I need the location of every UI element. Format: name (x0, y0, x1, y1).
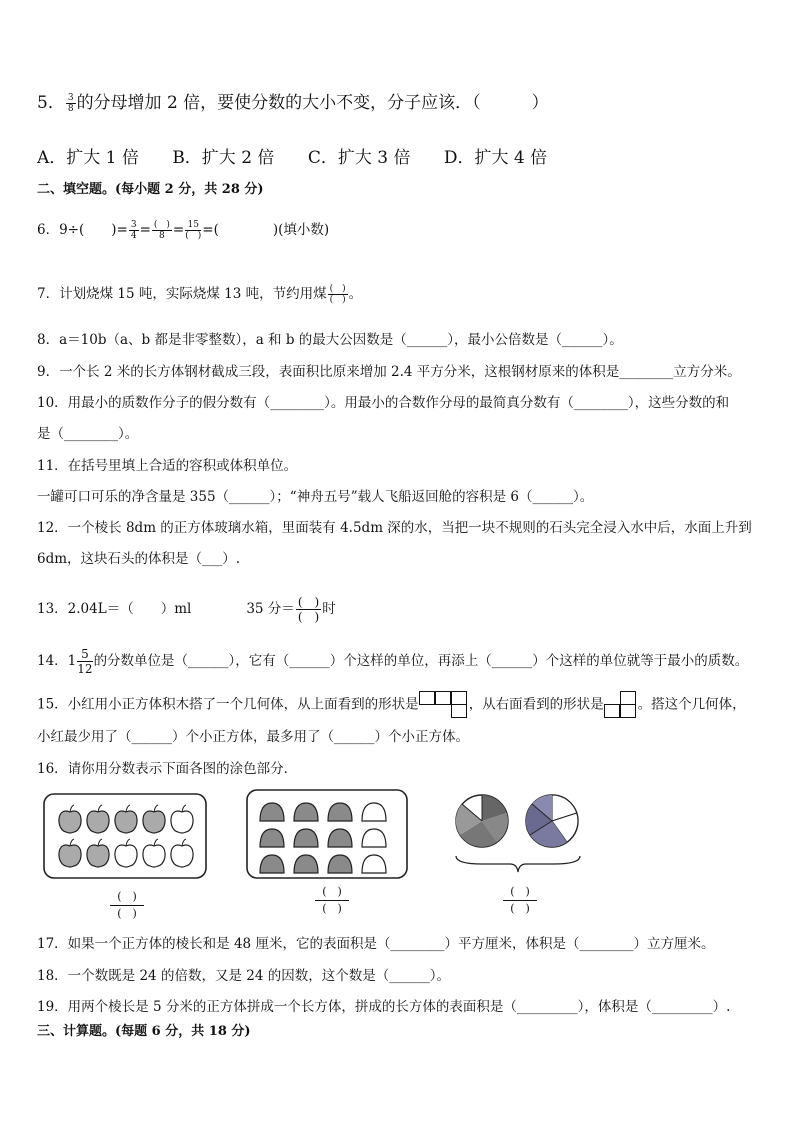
numerator: ( ) (153, 220, 170, 230)
brace (456, 856, 580, 872)
denominator: 12 (77, 662, 93, 676)
denominator: ( ) (329, 295, 346, 305)
denominator: ( ) (297, 610, 320, 624)
hat-icon (328, 829, 352, 847)
denominator: 4 (130, 231, 137, 241)
option-a[interactable]: A．扩大 1 倍 (37, 148, 139, 168)
apple-icon (59, 805, 81, 833)
hat-icon (362, 803, 386, 821)
period: 。 (348, 286, 363, 302)
fraction-3 (185, 220, 201, 241)
section-2-heading: 二、填空题。(每小题 2 分，共 28 分) (37, 182, 264, 197)
apple-icon (87, 839, 109, 867)
fraction-1 (129, 220, 139, 241)
hat-icon (260, 803, 284, 821)
apple-icon (59, 839, 81, 867)
question-13 (37, 595, 336, 624)
question-11: 11．在括号里填上合适的容积或体积单位。 (37, 458, 298, 474)
hat-icon (328, 803, 352, 821)
right-view-shape (604, 691, 638, 719)
question-13-part-a: 13．2.04L＝（ ）ml (37, 601, 192, 617)
question-12-line-1: 12．一个棱长 8dm 的正方体玻璃水箱，里面装有 4.5dm 深的水，当把一块不规则的石头完全浸入水中后，水面上升到 (37, 520, 752, 536)
hat-icon (294, 829, 318, 847)
question-8: 8．a＝10b（a、b 都是非零整数），a 和 b 的最大公因数是（______），最小公倍数是（______）。 (37, 332, 623, 348)
question-14-end: 的分数单位是（______），它有（______）个这样的单位，再添上（______）个这样的单位就等于最小的质数。 (93, 653, 749, 669)
numerator: 5 (77, 647, 92, 662)
question-5 (37, 93, 549, 114)
question-10-line-1: 10．用最小的质数作分子的假分数有（________）。用最小的合数作分母的最简真分数有（________），这些分数的和 (37, 395, 730, 411)
numerator: ( ) (329, 284, 346, 294)
numerator: 15 (185, 220, 201, 231)
hat-icon (260, 855, 284, 873)
denominator: 8 (67, 104, 74, 114)
apple-icon (171, 805, 193, 833)
option-c[interactable]: C．扩大 3 倍 (307, 148, 411, 168)
fraction (66, 93, 76, 114)
numerator: ( ) (510, 885, 530, 898)
hat-icon (328, 855, 352, 873)
equals: = (139, 222, 151, 238)
question-14 (37, 647, 748, 676)
hat-icon (362, 829, 386, 847)
circles-picture (452, 790, 584, 876)
section-3-heading: 三、计算题。(每题 6 分，共 18 分) (37, 1024, 251, 1039)
question-15-start: 15．小红用小正方体积木搭了一个几何体，从上面看到的形状是 (37, 696, 419, 713)
hat-icon (294, 855, 318, 873)
denominator: ( ) (510, 902, 530, 915)
fraction-2 (152, 220, 172, 241)
question-18: 18．一个数既是 24 的倍数，又是 24 的因数，这个数是（______）。 (37, 968, 450, 984)
answer-fraction-2[interactable] (312, 884, 352, 917)
hat-icon (260, 829, 284, 847)
apple-icon (87, 805, 109, 833)
numerator: 3 (130, 220, 137, 230)
question-7 (37, 284, 362, 305)
question-text: 的分母增加 2 倍，要使分数的大小不变，分子应该．（ ） (76, 93, 549, 113)
unit-hour: 时 (322, 601, 336, 617)
question-16: 16．请你用分数表示下面各图的涂色部分． (37, 761, 298, 777)
question-14-start: 14．1 (37, 653, 77, 669)
question-15-line-2: 小红最少用了（______）个小正方体，最多用了（______）个小正方体。 (37, 729, 469, 745)
question-15-end: 。搭这个几何体， (637, 696, 746, 713)
question-6 (37, 220, 329, 241)
mixed-fraction (77, 647, 92, 676)
denominator: ( ) (322, 902, 342, 915)
question-15-line-1 (37, 691, 746, 719)
question-6-start: 6．9÷( )= (37, 222, 128, 238)
answer-fraction-1[interactable] (107, 889, 147, 922)
hats-picture (244, 787, 410, 881)
hat-icon (294, 803, 318, 821)
apple-icon (115, 839, 137, 867)
apple-icon (115, 805, 137, 833)
apple-icon (143, 805, 165, 833)
question-15-middle: ，从右面看到的形状是 (468, 696, 604, 713)
fraction-blank (328, 284, 348, 305)
question-6-end: =( )(填小数) (202, 222, 330, 238)
denominator: ( ) (185, 231, 202, 241)
question-19: 19．用两个棱长是 5 分米的正方体拼成一个长方体，拼成的长方体的表面积是（_________），体积是（_________）. (37, 999, 731, 1015)
numerator: 3 (67, 93, 74, 103)
question-5-options (37, 148, 575, 168)
fraction-blank (296, 595, 321, 624)
question-10-line-2: 是（________）。 (37, 426, 139, 442)
top-view-shape (419, 691, 469, 719)
equals: = (172, 222, 185, 238)
numerator: ( ) (297, 595, 320, 609)
numerator: ( ) (322, 885, 342, 898)
answer-fraction-3[interactable] (500, 884, 540, 917)
denominator: 8 (159, 231, 165, 241)
apple-icon (171, 839, 193, 867)
question-17: 17．如果一个正方体的棱长和是 48 厘米，它的表面积是（________）平方厘米，体积是（________）立方厘米。 (37, 936, 715, 952)
option-d[interactable]: D．扩大 4 倍 (443, 148, 548, 168)
question-7-text: 7．计划烧煤 15 吨，实际烧煤 13 吨，节约用煤 (37, 286, 327, 302)
apple-icon (143, 839, 165, 867)
option-b[interactable]: B．扩大 2 倍 (172, 148, 275, 168)
hat-icon (362, 855, 386, 873)
apples-picture (40, 790, 210, 882)
question-13-part-b: 35 分＝ (246, 601, 295, 617)
numerator: ( ) (117, 890, 137, 903)
denominator: ( ) (117, 907, 137, 920)
question-11-detail: 一罐可口可乐的净含量是 355（______）；“神舟五号”载人飞船返回舱的容积是 6（______）。 (37, 489, 594, 505)
question-number: 5． (37, 93, 65, 113)
question-9: 9．一个长 2 米的长方体钢材截成三段，表面积比原来增加 2.4 平方分米，这根钢材原来的体积是________立方分米。 (37, 364, 741, 380)
question-12-line-2: 6dm，这块石头的体积是（___）. (37, 551, 241, 567)
